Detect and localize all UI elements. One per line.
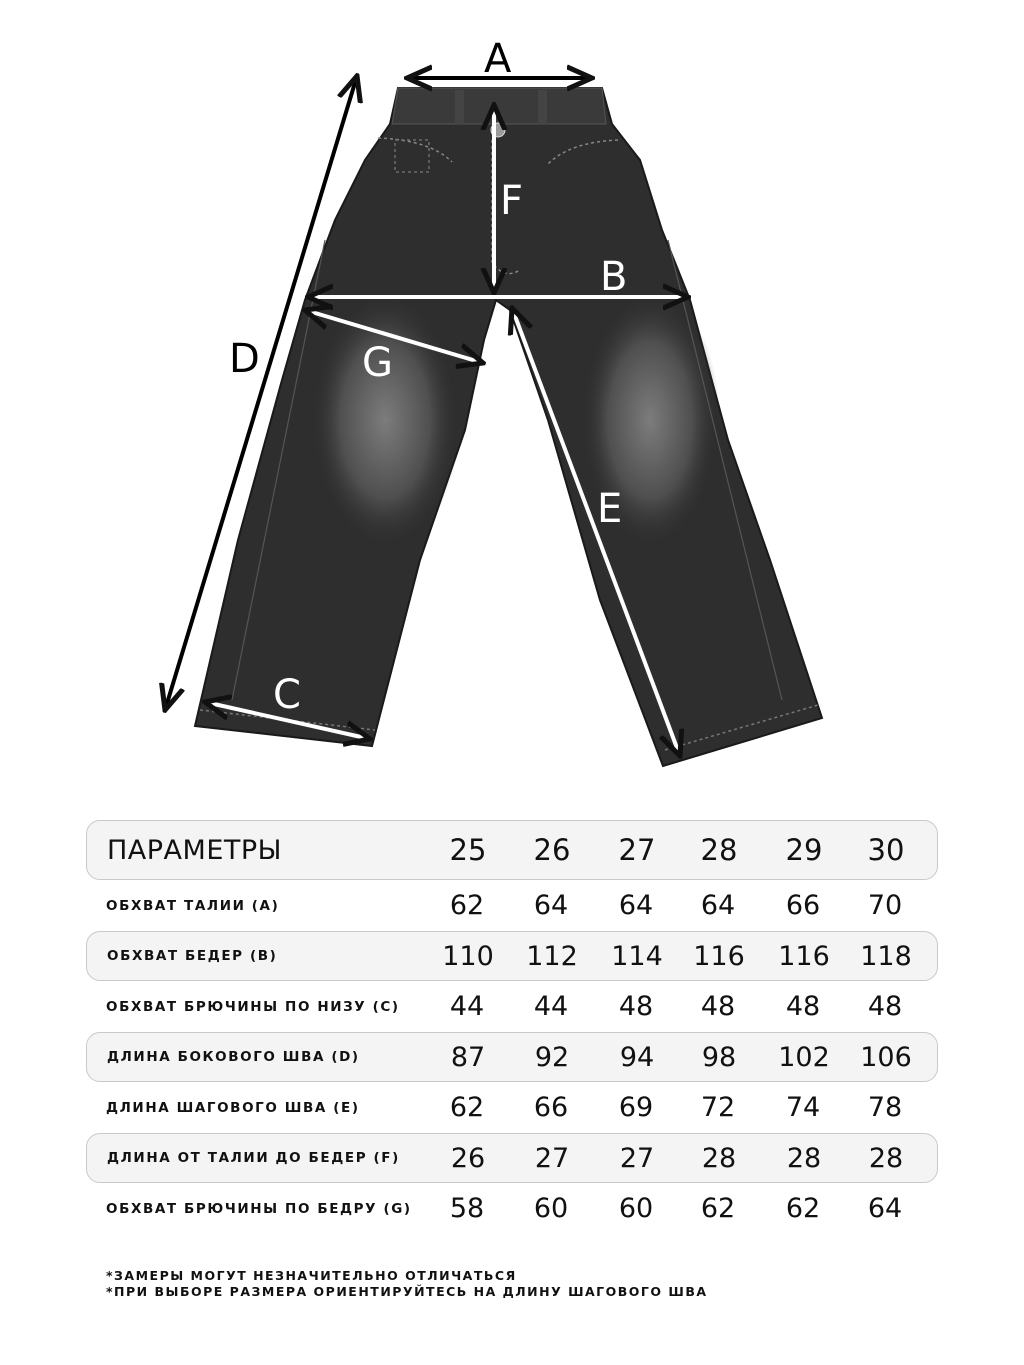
table-cell: 62 xyxy=(449,890,485,921)
table-cell: 74 xyxy=(785,1092,821,1123)
table-cell: 70 xyxy=(867,890,903,921)
table-cell: 87 xyxy=(450,1041,486,1073)
table-cell: 72 xyxy=(700,1092,736,1123)
table-cell: 62 xyxy=(449,1092,485,1123)
footnote: *ЗАМЕРЫ МОГУТ НЕЗНАЧИТЕЛЬНО ОТЛИЧАТЬСЯ xyxy=(106,1268,517,1283)
table-cell: 60 xyxy=(533,1193,569,1224)
table-cell: 60 xyxy=(618,1193,654,1224)
row-label: ОБХВАТ БРЮЧИНЫ ПО БЕДРУ (G) xyxy=(106,1200,412,1217)
table-cell: 28 xyxy=(868,1142,904,1174)
table-cell: 48 xyxy=(785,991,821,1022)
table-cell: 48 xyxy=(700,991,736,1022)
table-cell: 116 xyxy=(693,940,745,972)
table-row xyxy=(86,982,938,1032)
table-cell: 118 xyxy=(860,940,912,972)
table-cell: 94 xyxy=(619,1041,655,1073)
table-cell: 28 xyxy=(786,1142,822,1174)
table-cell: 48 xyxy=(867,991,903,1022)
table-cell: 98 xyxy=(701,1041,737,1073)
table-cell: 26 xyxy=(450,1142,486,1174)
label-g: G xyxy=(362,340,393,386)
label-c: C xyxy=(273,672,301,718)
table-cell: 69 xyxy=(618,1092,654,1123)
table-row xyxy=(86,1184,938,1234)
table-cell: 110 xyxy=(442,940,494,972)
table-cell: 112 xyxy=(526,940,578,972)
table-cell: 66 xyxy=(785,890,821,921)
table-cell: 102 xyxy=(778,1041,830,1073)
table-cell: 64 xyxy=(533,890,569,921)
table-cell: 106 xyxy=(860,1041,912,1073)
table-cell: 62 xyxy=(785,1193,821,1224)
footnotes xyxy=(106,1268,708,1300)
table-cell: 64 xyxy=(867,1193,903,1224)
table-cell: 58 xyxy=(449,1193,485,1224)
table-row xyxy=(86,1032,938,1082)
table-cell: 48 xyxy=(618,991,654,1022)
size-table xyxy=(86,820,938,1234)
footnote: *ПРИ ВЫБОРЕ РАЗМЕРА ОРИЕНТИРУЙТЕСЬ НА ДЛИНУ ШАГОВОГО ШВА xyxy=(106,1284,708,1299)
table-cell: 27 xyxy=(619,1142,655,1174)
parameters-heading: ПАРАМЕТРЫ xyxy=(107,834,282,866)
table-cell: 78 xyxy=(867,1092,903,1123)
size-column-header: 27 xyxy=(618,833,656,867)
row-label: ДЛИНА ШАГОВОГО ШВА (E) xyxy=(106,1099,360,1116)
table-cell: 92 xyxy=(534,1041,570,1073)
table-row xyxy=(86,1083,938,1133)
table-row xyxy=(86,881,938,931)
table-cell: 114 xyxy=(611,940,663,972)
row-label: ДЛИНА БОКОВОГО ШВА (D) xyxy=(107,1049,360,1065)
row-label: ОБХВАТ ТАЛИИ (A) xyxy=(106,897,280,914)
table-cell: 44 xyxy=(533,991,569,1022)
size-column-header: 26 xyxy=(533,833,571,867)
label-b: B xyxy=(600,254,628,300)
table-cell: 44 xyxy=(449,991,485,1022)
table-cell: 64 xyxy=(700,890,736,921)
size-column-header: 30 xyxy=(867,833,905,867)
row-label: ДЛИНА ОТ ТАЛИИ ДО БЕДЕР (F) xyxy=(107,1150,400,1166)
row-label: ОБХВАТ БЕДЕР (B) xyxy=(107,948,278,964)
table-row xyxy=(86,931,938,981)
table-cell: 62 xyxy=(700,1193,736,1224)
label-d: D xyxy=(229,336,260,382)
table-cell: 28 xyxy=(701,1142,737,1174)
table-cell: 116 xyxy=(778,940,830,972)
label-e: E xyxy=(597,486,623,532)
size-column-header: 29 xyxy=(785,833,823,867)
label-a: A xyxy=(484,36,512,82)
row-label: ОБХВАТ БРЮЧИНЫ ПО НИЗУ (C) xyxy=(106,998,400,1015)
table-row xyxy=(86,1133,938,1183)
label-f: F xyxy=(500,178,524,224)
table-cell: 64 xyxy=(618,890,654,921)
size-column-header: 28 xyxy=(700,833,738,867)
table-cell: 66 xyxy=(533,1092,569,1123)
size-column-header: 25 xyxy=(449,833,487,867)
table-header-row xyxy=(86,820,938,880)
table-cell: 27 xyxy=(534,1142,570,1174)
